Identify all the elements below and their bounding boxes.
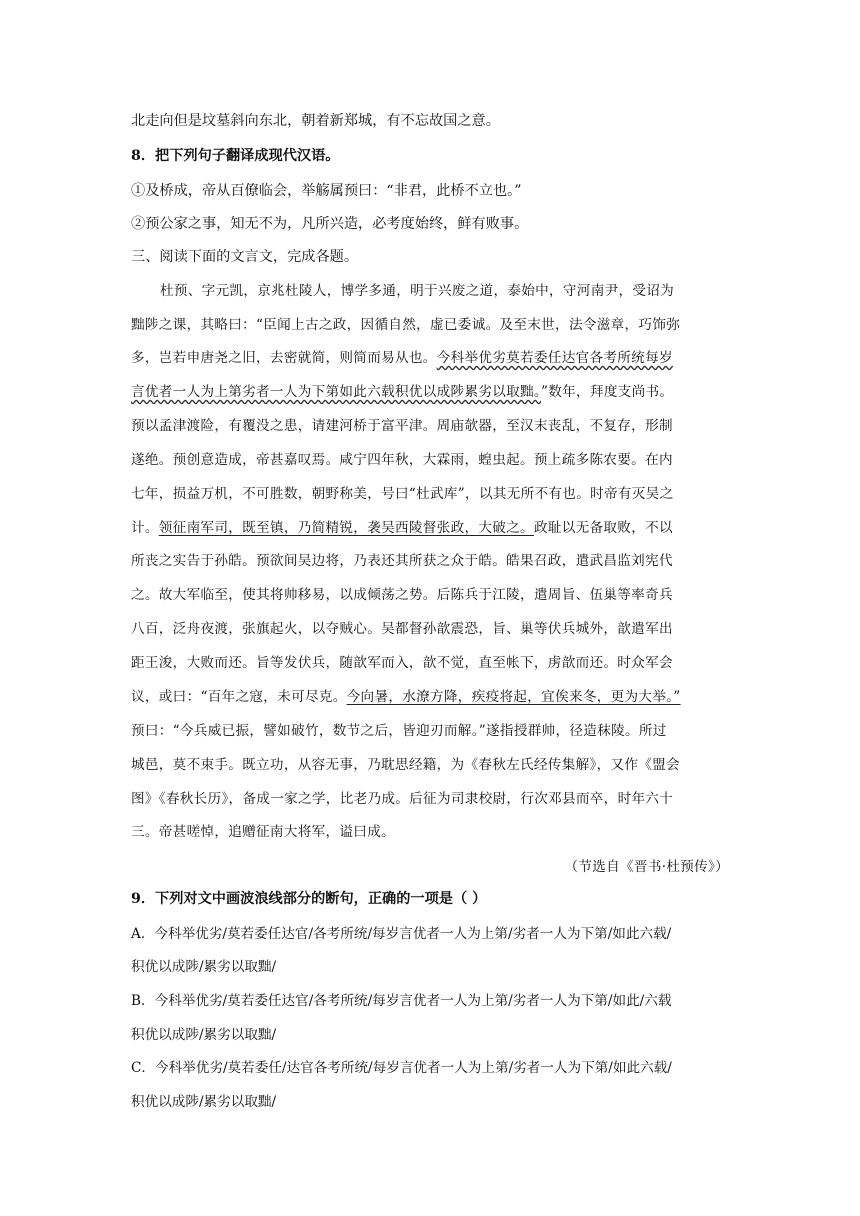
question-8-text: 8．把下列句子翻译成现代汉语。 [131,148,340,164]
passage-line: 三。帝甚嗟悼，追赠征南大将军，谥曰成。 [131,824,395,840]
passage-line: 遂绝。预创意造成，帝甚嘉叹焉。咸宁四年秋，大霖雨，蝗虫起。预上疏多陈农要。在内 [131,452,673,468]
passage-line [131,348,731,368]
passage-text: 多，岂若申唐尧之旧，去密就简，则简而易从也。 [131,350,437,366]
passage-text: 计。 [131,520,159,536]
passage-text: 议，或曰：“百年之寇，未可尽克。 [131,689,347,705]
question-8-item-2: ②预公家之事，知无不为，凡所兴造，必考度始终，鲜有败事。 [131,216,529,232]
option-a-line-1: A．今科举优劣/莫若委任达官/各考所统/每岁言优者一人为上第/劣者一人为下第/如此六载/ [131,926,672,942]
option-a-line-2: 积优以成陟/累劣以取黜/ [131,959,277,975]
option-c-line-2: 积优以成陟/累劣以取黜/ [131,1094,277,1110]
wavy-underlined-text: 今科举优劣莫若委任达官各考所统每岁 [436,350,673,366]
text-line: 北走向但是坟墓斜向东北，朝着新郑城，有不忘故国之意。 [131,113,500,129]
option-b-line-1: B．今科举优劣/莫若委任达官/各考所统/每岁言优者一人为上第/劣者一人为下第/如此/六载 [131,993,672,1009]
source-citation: （节选自《晋书·杜预传》） [564,859,729,875]
passage-line: 杜预、字元凯，京兆杜陵人，博学多通，明于兴废之道，泰始中，守河南尹，受诏为 [160,283,675,299]
passage-line: 距王浚，大败而还。旨等发伏兵，随歆军而入，歆不觉，直至帐下，虏歆而还。时众军会 [131,655,673,671]
question-8-item-1: ①及桥成，帝从百僚临会，举觞属预曰：“非君，此桥不立也。” [131,183,522,199]
section-3-heading: 三、阅读下面的文言文，完成各题。 [131,249,359,265]
passage-line: 八百，泛舟夜渡，张旗起火，以夺贼心。吴都督孙歆震恐，旨、巢等伏兵城外，歆遣军出 [131,621,673,637]
underlined-sentence: 今向暑，水潦方降，疾疫将起，宜俟来冬，更为大举。” [346,689,681,705]
passage-line: 城邑，莫不束手。既立功，从容无事，乃耽思经籍，为《春秋左氏经传集解》，又作《盟会 [131,757,680,773]
passage-line [131,687,731,707]
passage-line: 预以孟津渡险，有覆没之患，请建河桥于富平津。周庙欹器，至汉末丧乱，不复存，形制 [131,418,673,434]
option-b-line-2: 积优以成陟/累劣以取黜/ [131,1027,277,1043]
passage-line [131,382,731,402]
passage-line: 之。故大军临至，使其将帅移易，以成倾荡之势。后陈兵于江陵，遣周旨、伍巢等率奇兵 [131,587,673,603]
passage-line: 所丧之实告于孙皓。预欲间吴边将，乃表还其所获之众于皓。皓果召政，遣武昌监刘宪代 [131,553,673,569]
underlined-sentence: 领征南军司，既至镇，乃简精锐，袭吴西陵督张政，大破之。 [158,520,534,536]
wavy-underlined-text: 言优者一人为上第劣者一人为下第如此六载积优以成陟累劣以取黜。 [131,384,542,400]
option-c-line-1: C．今科举优劣/莫若委任/达官各考所统/每岁言优者一人为上第/劣者一人为下第/如此六载/ [131,1060,672,1076]
question-8-title [131,146,731,166]
question-9-title [131,889,731,909]
passage-line: 七年，损益万机，不可胜数，朝野称美，号曰“杜武库”，以其无所不有也。时帝有灭吴之 [131,486,674,502]
passage-text: ”数年，拜度支尚书。 [541,384,674,400]
passage-line [131,518,731,538]
passage-line: 黜陟之课，其略曰：“臣闻上古之政，因循自然，虚已委诚。及至末世，法令滋章，巧饰弥 [131,317,681,333]
passage-line: 预曰：“今兵威已振，譬如破竹，数节之后，皆迎刃而解。”遂指授群帅，径造秣陵。所过 [131,723,667,739]
question-9-text: 9．下列对文中画波浪线部分的断句，正确的一项是（ ） [131,891,487,907]
passage-text: 政耻以无备取败，不以 [533,520,673,536]
passage-line: 图》《春秋长历》，备成一家之学，比老乃成。后征为司隶校尉，行次邓县而卒，时年六十 [131,791,674,807]
